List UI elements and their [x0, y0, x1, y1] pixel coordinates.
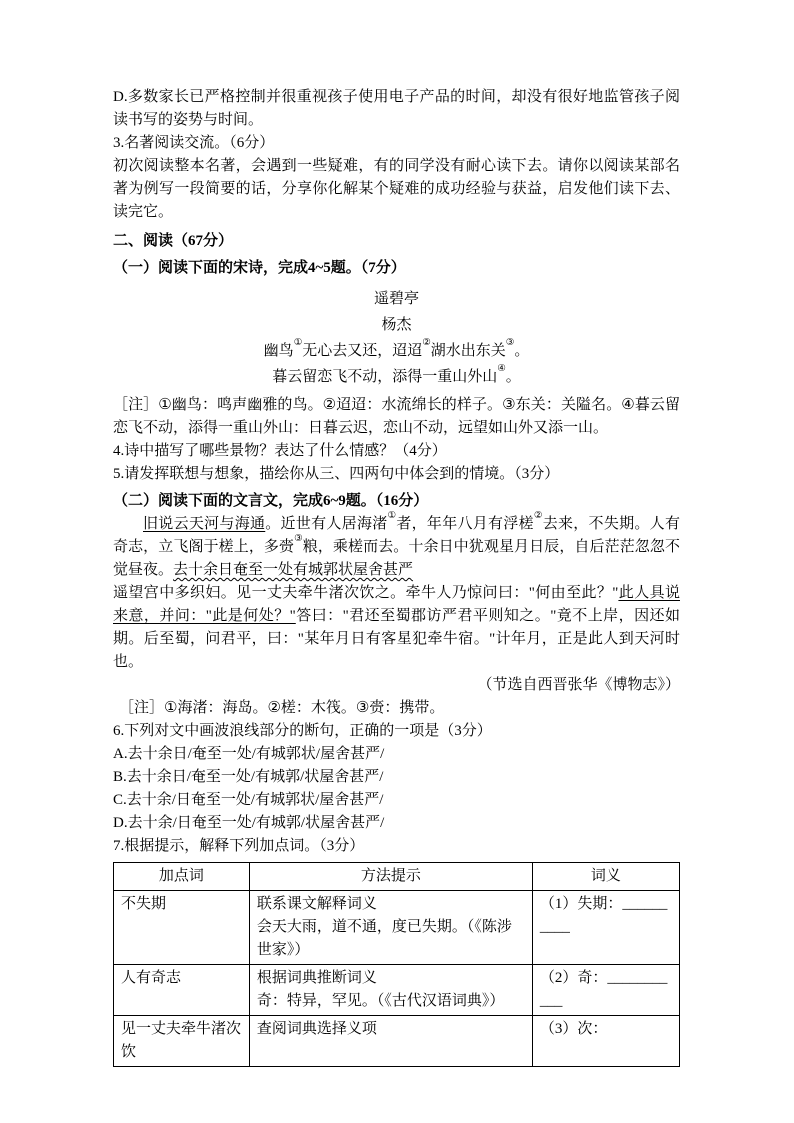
text-segment: 遥望宫中多织妇。见一丈夫牵牛渚次饮之。牵牛人乃惊问曰："何由至此？": [113, 585, 619, 601]
passage-note: ［注］①海渚：海岛。②槎：木筏。③赍：携带。: [119, 700, 445, 716]
footnote-marker-2: ②: [533, 510, 543, 521]
footnote-marker-1: ①: [293, 337, 303, 348]
question-5: 5.请发挥联想与想象，描绘你从三、四两句中体会到的情境。（3分）: [113, 466, 560, 482]
question-6-option-d: D.去十余/日奄至一处/有城郭/状屋舍甚严/: [113, 815, 385, 831]
part-1-heading: （一）阅读下面的宋诗，完成4~5题。（7分）: [113, 260, 406, 276]
text-segment: 。近世有人居海渚: [265, 516, 388, 532]
table-row: [114, 1016, 680, 1067]
word-cell: 不失期: [114, 891, 250, 965]
question-6-option-c: C.去十余/日奄至一处/有城郭状/屋舍甚严/: [113, 792, 384, 808]
hint-cell: [249, 1016, 532, 1067]
hint-title: 查阅词典选择义项: [256, 1021, 377, 1037]
section-2-heading: 二、阅读（67分）: [113, 233, 234, 249]
text-segment: 者，年年八月有浮槎: [396, 516, 534, 532]
text-segment: 湖水出东关: [430, 343, 506, 359]
question-6-option-a: A.去十余日/奄至一处/有城郭状/屋舍甚严/: [113, 746, 385, 762]
word-cell: 人有奇志: [114, 965, 250, 1016]
text-segment: 。: [514, 343, 530, 359]
footnote-marker-1: ①: [387, 510, 397, 521]
table-row: [114, 891, 680, 965]
column-header-word: 加点词: [114, 863, 250, 891]
word-cell: 见一丈夫牵牛渚次饮: [114, 1016, 250, 1067]
poem-author: 杨杰: [381, 317, 412, 333]
meaning-cell: （2）奇：___________: [532, 965, 679, 1016]
question-7: 7.根据提示，解释下列加点词。（3分）: [113, 838, 365, 854]
hint-title: 根据词典推断词义: [256, 970, 377, 986]
text-segment: 去来，不失期。人有奇志，立飞阁于槎上，多赍: [113, 516, 680, 555]
column-header-meaning: 词义: [532, 863, 679, 891]
passage-paragraph-2: [113, 582, 680, 674]
hint-body: 奇：特异，罕见。（《古代汉语词典》）: [256, 993, 505, 1009]
poem-line-1: [113, 338, 680, 364]
poem-line-2: [113, 364, 680, 390]
table-row: [114, 965, 680, 1016]
meaning-cell: （1）失期：__________: [532, 891, 679, 965]
hint-cell: [249, 891, 532, 965]
poem-block: [113, 286, 680, 390]
table-header-row: [114, 863, 680, 891]
underlined-phrase-2: 此人具说来意，并问："此是何处？": [113, 585, 680, 624]
text-segment: 答曰："君还至蜀郡访严君平则知之。"竟不上岸，因还如期。后至蜀，问君平，曰："某年月日有客星犯牵牛宿。"计年月，正是此人到天河时也。: [113, 608, 681, 670]
text-segment: 粮，乘槎而去。十余日中犹观星月日辰，自后茫茫忽忽不觉昼夜。: [113, 539, 680, 578]
part-2-heading: （二）阅读下面的文言文，完成6~9题。（16分）: [113, 493, 429, 509]
question-3-body: 初次阅读整本名著，会遇到一些疑难，有的同学没有耐心读下去。请你以阅读某部名著为例写一段简要的话，分享你化解某个疑难的成功经验与获益，启发他们读下去、读完它。: [113, 158, 680, 220]
wavy-underlined-phrase: 去十余日奄至一处有城郭状屋舍甚严: [173, 562, 414, 578]
text-segment: 无心去又还，迢迢: [302, 343, 423, 359]
hint-title: 联系课文解释词义: [256, 896, 377, 912]
text-segment: 。: [505, 369, 521, 385]
question-6-option-b: B.去十余日/奄至一处/有城郭/状屋舍甚严/: [113, 769, 384, 785]
footnote-marker-4: ④: [497, 363, 506, 374]
footnote-marker-3: ③: [294, 533, 303, 544]
meaning-cell: （3）次：: [532, 1016, 679, 1067]
poem-note: ［注］①幽鸟：鸣声幽雅的鸟。②迢迢：水流绵长的样子。③东关：关隘名。④暮云留恋飞不动，添得一重山外山：日暮云迟，恋山不动，远望如山外又添一山。: [113, 397, 680, 436]
footnote-marker-3: ③: [505, 337, 515, 348]
hint-cell: [249, 965, 532, 1016]
hint-body: 会天大雨，道不通，度已失期。（《陈涉世家》）: [256, 919, 512, 958]
text-segment: 幽鸟: [263, 343, 294, 359]
passage-source: （节选自西晋张华《博物志》）: [477, 677, 680, 693]
footnote-marker-2: ②: [422, 337, 431, 348]
question-3-title: 3.名著阅读交流。（6分）: [113, 135, 275, 151]
question-4: 4.诗中描写了哪些景物？表达了什么情感？（4分）: [113, 443, 447, 459]
text-segment: 暮云留恋飞不动，添得一重山外山: [272, 369, 498, 385]
paragraph-option-d: D.多数家长已严格控制并很重视孩子使用电子产品的时间，却没有很好地监管孩子阅读书写的姿势与时间。: [113, 89, 680, 128]
passage-paragraph-1: [113, 510, 680, 582]
question-6: 6.下列对文中画波浪线部分的断句，正确的一项是（3分）: [113, 723, 492, 739]
underlined-phrase-1: 旧说云天河与海通: [143, 516, 266, 532]
question-7-table: [113, 862, 680, 1067]
poem-title: 遥碧亭: [373, 291, 419, 307]
column-header-hint: 方法提示: [249, 863, 532, 891]
